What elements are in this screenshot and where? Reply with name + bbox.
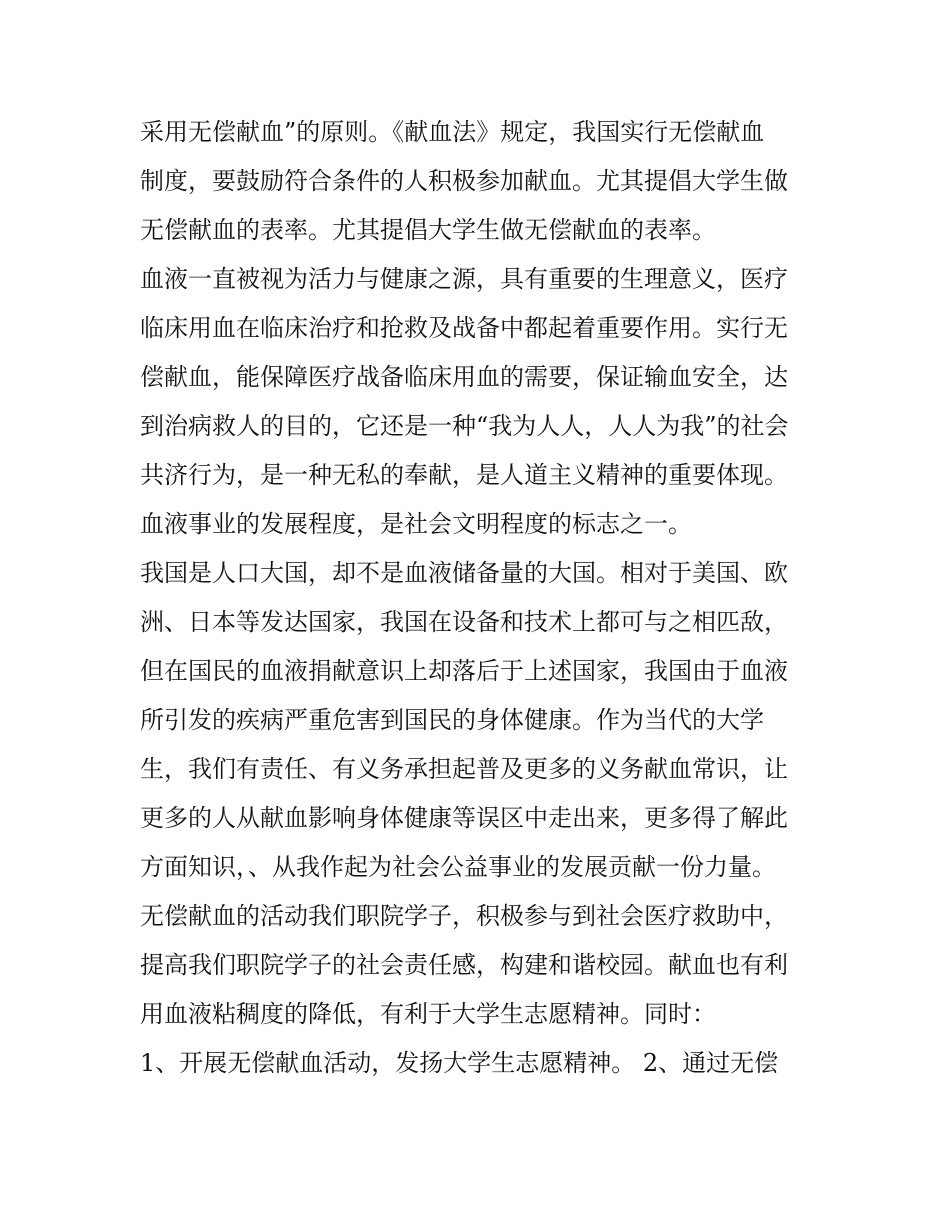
text-line: 无偿献血的活动我们职院学子，积极参与到社会医疗救助中， <box>140 902 788 930</box>
text-line: 采用无偿献血”的原则。《献血法》规定，我国实行无偿献血 <box>140 118 765 146</box>
text-line: 更多的人从献血影响身体健康等误区中走出来，更多得了解此 <box>140 804 788 832</box>
text-line: 洲、日本等发达国家，我国在设备和技术上都可与之相匹敌， <box>140 608 788 636</box>
text-line: 但在国民的血液捐献意识上却落后于上述国家，我国由于血液 <box>140 657 788 685</box>
text-line: 偿献血，能保障医疗战备临床用血的需要，保证输血安全，达 <box>140 363 788 391</box>
text-line: 用血液粘稠度的降低，有利于大学生志愿精神。同时： <box>140 1000 716 1028</box>
text-line: 1、开展无偿献血活动，发扬大学生志愿精神。 2、通过无偿 <box>140 1049 779 1077</box>
text-line: 临床用血在临床治疗和抢救及战备中都起着重要作用。实行无 <box>140 314 788 342</box>
text-line: 到治病救人的目的，它还是一种“我为人人，人人为我”的社会 <box>140 412 789 440</box>
text-line: 生，我们有责任、有义务承担起普及更多的义务献血常识，让 <box>140 755 788 783</box>
text-line: 所引发的疾病严重危害到国民的身体健康。作为当代的大学 <box>140 706 764 734</box>
body-text <box>140 108 820 1088</box>
text-line: 方面知识，、从我作起为社会公益事业的发展贡献一份力量。 <box>140 853 776 881</box>
text-line: 血液事业的发展程度，是社会文明程度的标志之一。 <box>140 510 692 538</box>
text-line: 共济行为，是一种无私的奉献，是人道主义精神的重要体现。 <box>140 461 788 489</box>
text-line: 提高我们职院学子的社会责任感，构建和谐校园。献血也有利 <box>140 951 788 979</box>
text-line: 制度，要鼓励符合条件的人积极参加献血。尤其提倡大学生做 <box>140 167 788 195</box>
text-line: 血液一直被视为活力与健康之源，具有重要的生理意义，医疗 <box>140 265 788 293</box>
text-line: 我国是人口大国，却不是血液储备量的大国。相对于美国、欧 <box>140 559 788 587</box>
text-line: 无偿献血的表率。尤其提倡大学生做无偿献血的表率。 <box>140 216 716 244</box>
